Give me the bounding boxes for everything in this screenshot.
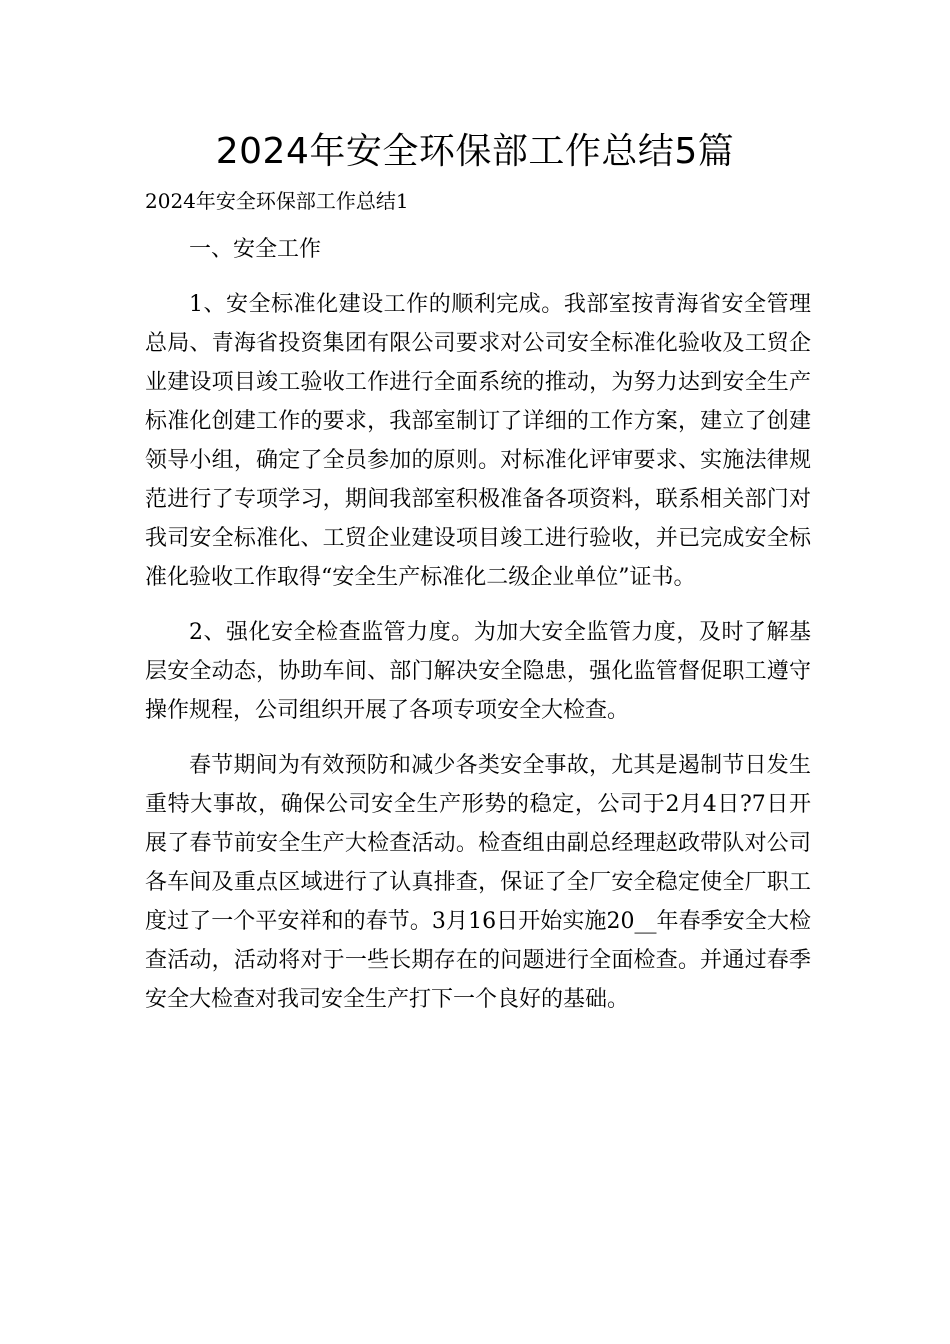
section-heading-safety: 一、安全工作 bbox=[189, 237, 322, 262]
paragraph-standardization: 1、安全标准化建设工作的顺利完成。我部室按青海省安全管理总局、青海省投资集团有限公司要求对公司安全标准化验收及工贸企业建设项目竣工验收工作进行全面系统的推动，为努力达到安全生产标准化创建工作的要求，我部室制订了详细的工作方案，建立了创建领导小组，确定了全员参加的原则。对标准化评审要求、实施法律规范进行了专项学习，期间我部室积极准备各项资料，联系相关部门对我司安全标准化、工贸企业建设项目竣工进行验收，并已完成安全标准化验收工作取得“安全生产标准化二级企业单位”证书。 bbox=[145, 292, 811, 590]
document-body bbox=[145, 230, 811, 1019]
paragraph-spring-festival: 春节期间为有效预防和减少各类安全事故，尤其是遏制节日发生重特大事故，确保公司安全生产形势的稳定，公司于2月4日?7日开展了春节前安全生产大检查活动。检查组由副总经理赵政带队对公司各车间及重点区域进行了认真排查，保证了全厂安全稳定使全厂职工度过了一个平安祥和的春节。3月16日开始实施20__年春季安全大检查活动，活动将对于一些长期存在的问题进行全面检查。并通过春季安全大检查对我司安全生产打下一个良好的基础。 bbox=[145, 753, 811, 1012]
document-subtitle: 2024年安全环保部工作总结1 bbox=[145, 189, 409, 213]
document-title: 2024年安全环保部工作总结5篇 bbox=[215, 131, 735, 172]
paragraph-inspection: 2、强化安全检查监管力度。为加大安全监管力度，及时了解基层安全动态，协助车间、部门解决安全隐患，强化监管督促职工遵守操作规程，公司组织开展了各项专项安全大检查。 bbox=[145, 620, 811, 723]
